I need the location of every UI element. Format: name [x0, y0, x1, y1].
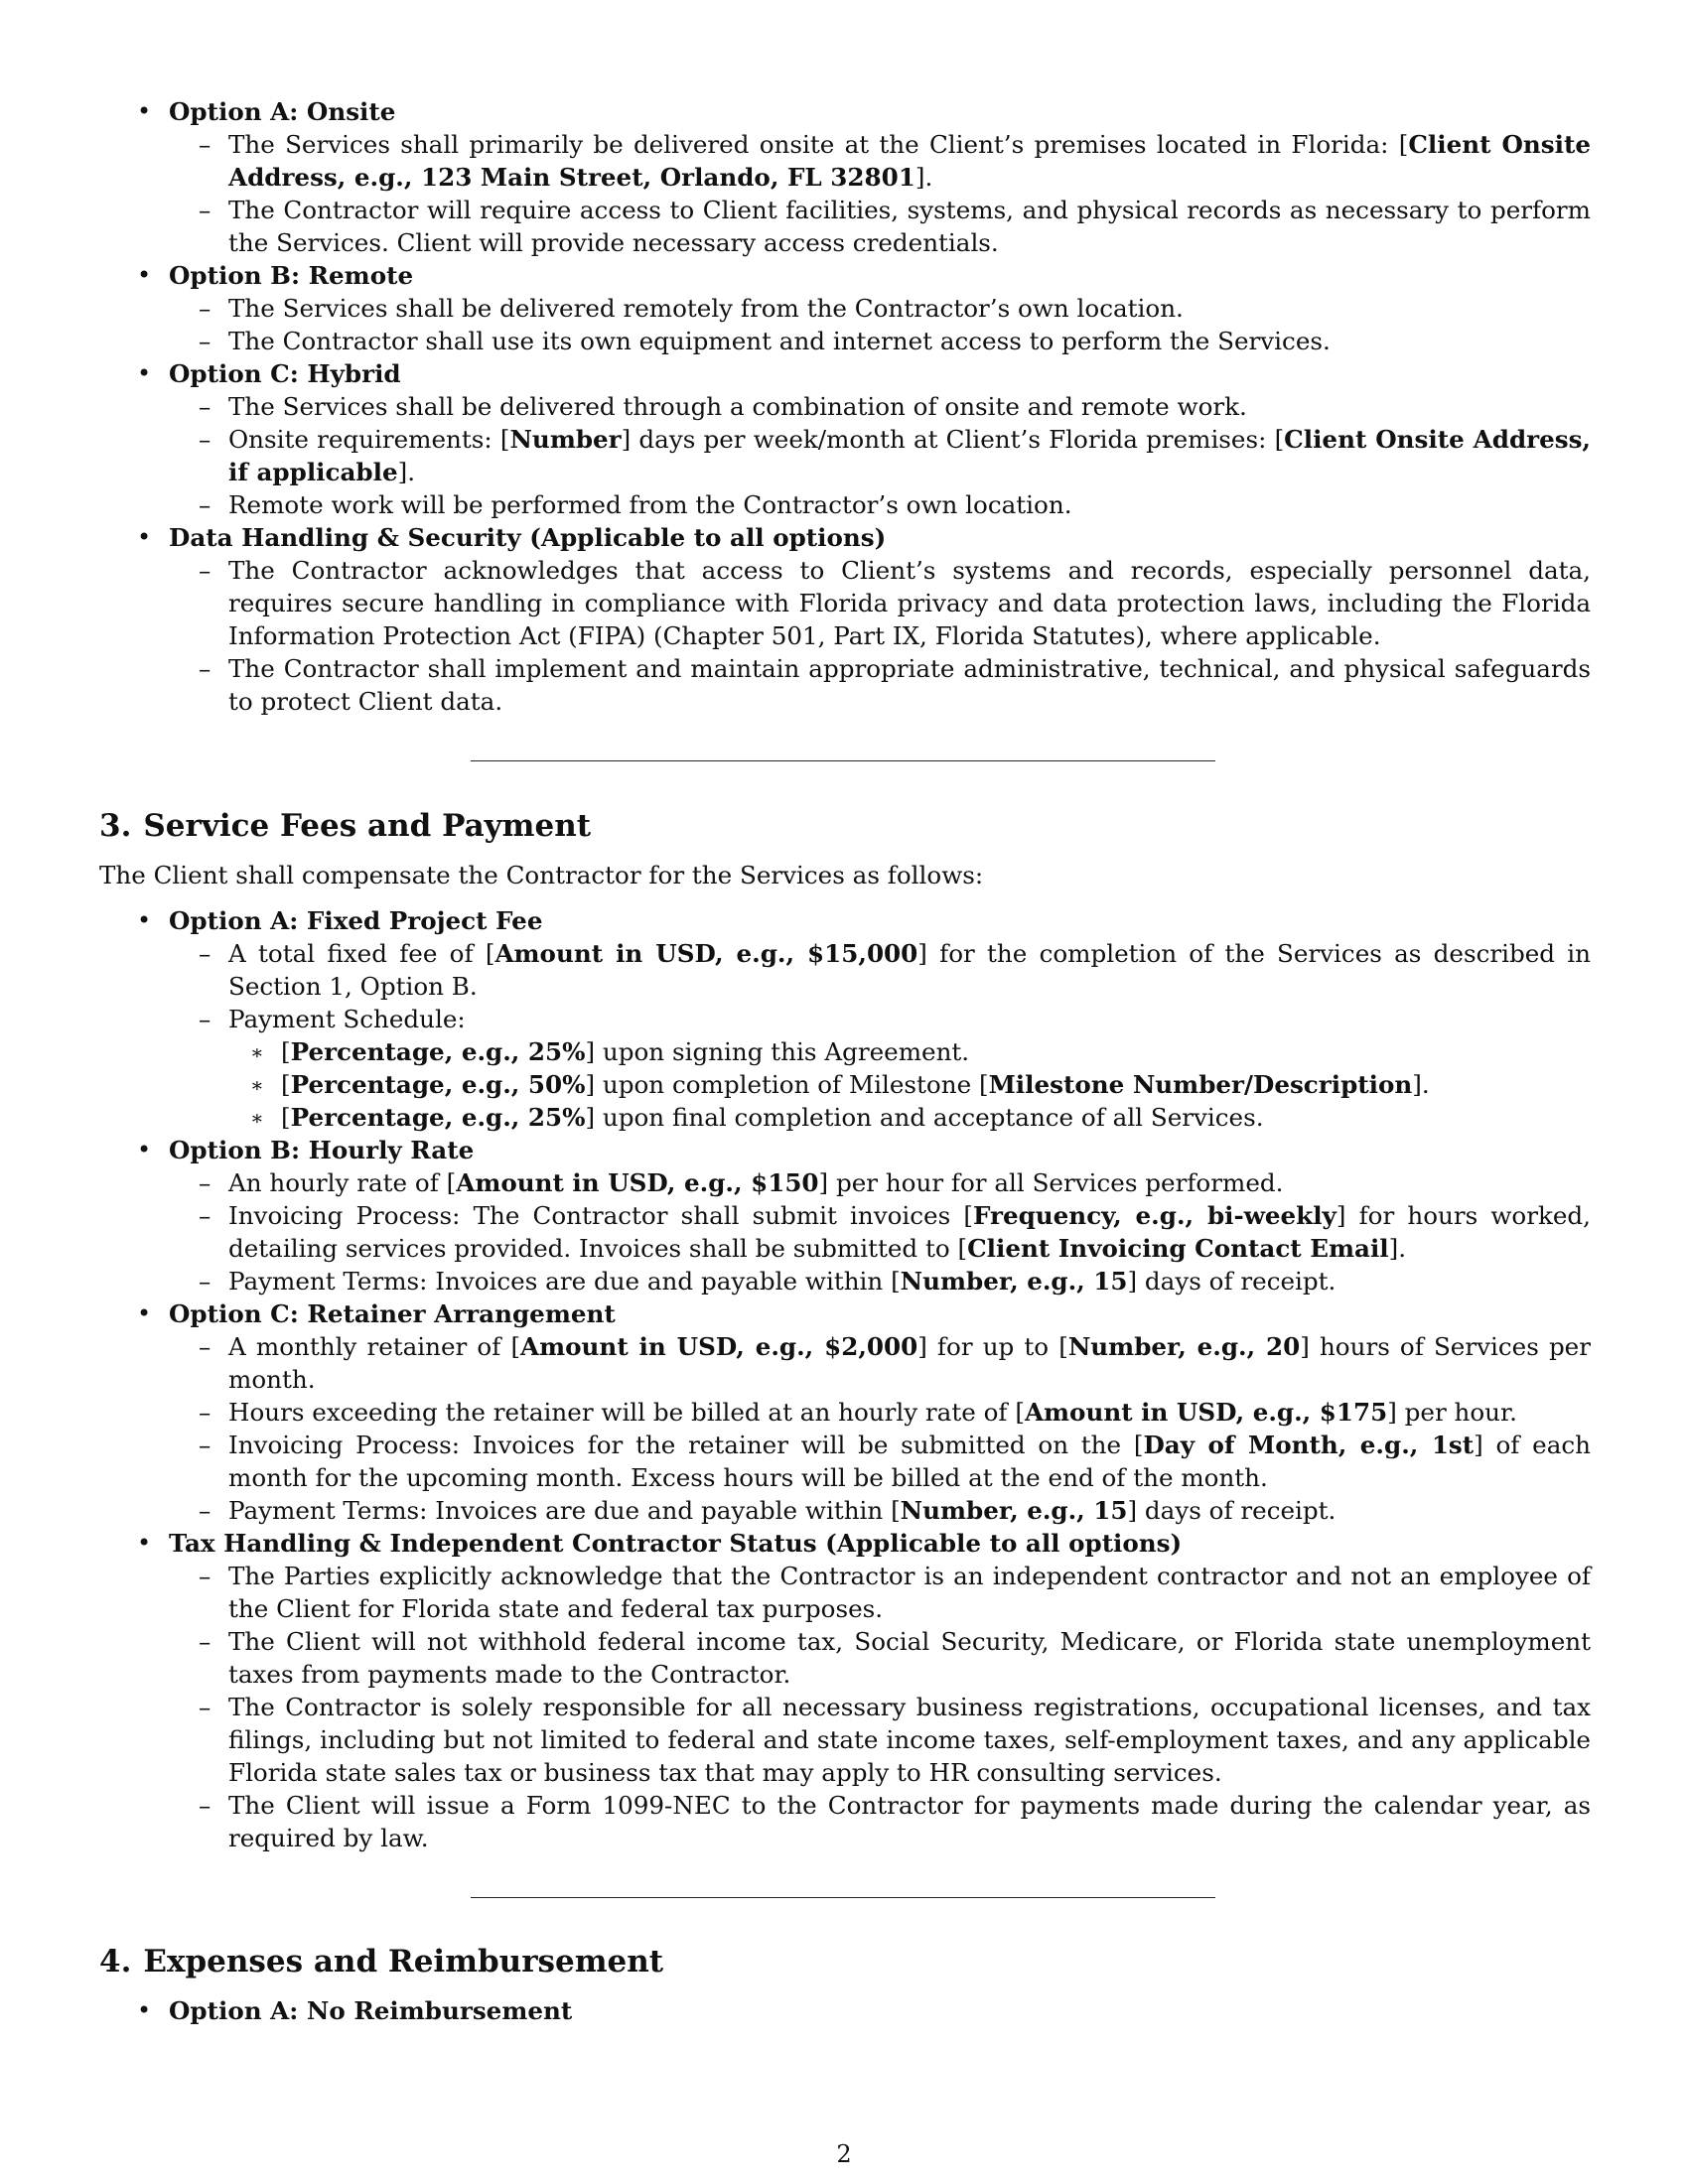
- section-title: Expenses and Reimbursement: [143, 1944, 664, 1979]
- text-run: ] upon completion of Milestone [: [585, 1070, 989, 1099]
- detail-item: [169, 652, 1591, 718]
- text-run: The Contractor will require access to Client facilities, systems, and physical records as necessary to perform the Services. Client will provide necessary access credentials.: [228, 196, 1591, 257]
- text-run: The Contractor acknowledges that access to Client’s systems and records, especially personnel data, requires secure handling in compliance with Florida privacy and data protection laws, including the Florida Information Protection Act (FIPA) (Chapter 501, Part IX, Florida Statutes), where applicable.: [228, 556, 1591, 650]
- schedule-item: [228, 1068, 1591, 1101]
- detail-item: [169, 1003, 1591, 1134]
- option-item: [99, 95, 1591, 259]
- detail-item: [169, 1396, 1591, 1429]
- page-number: 2: [836, 2140, 852, 2168]
- detail-item: [169, 1691, 1591, 1789]
- text-run: ] days of receipt.: [1127, 1496, 1336, 1525]
- option-item: [99, 357, 1591, 521]
- text-run: Payment Terms: Invoices are due and payable within [: [228, 1496, 901, 1525]
- placeholder-field: Percentage, e.g., 50%: [290, 1070, 586, 1099]
- placeholder-field: Amount in USD, e.g., $150: [456, 1168, 819, 1197]
- scope-delivery-options: [99, 95, 1591, 718]
- text-run: ] days of receipt.: [1127, 1267, 1336, 1296]
- option-title: • Option B: Hourly Rate: [169, 1136, 475, 1164]
- detail-item: [169, 1199, 1591, 1265]
- option-title: • Option C: Hybrid: [169, 359, 401, 388]
- text-run: ].: [397, 458, 416, 486]
- option-item: [99, 521, 1591, 718]
- section-number: 4.: [99, 1944, 132, 1979]
- text-run: Hours exceeding the retainer will be billed at an hourly rate of [: [228, 1398, 1025, 1427]
- placeholder-field: Client Invoicing Contact Email: [967, 1234, 1389, 1263]
- placeholder-field: Number, e.g., 20: [1067, 1332, 1301, 1361]
- detail-item: [169, 488, 1591, 521]
- payment-schedule-list: [228, 1035, 1591, 1134]
- text-run: The Services shall be delivered remotely from the Contractor’s own location.: [228, 294, 1184, 323]
- placeholder-field: Number, e.g., 15: [900, 1496, 1128, 1525]
- text-run: ] hours of Services per month.: [228, 1332, 1591, 1394]
- option-title: • Option A: No Reimbursement: [169, 1996, 573, 2025]
- section-heading: [99, 1942, 1591, 1981]
- text-run: Onsite requirements: [: [228, 425, 510, 454]
- placeholder-field: Number: [509, 425, 622, 454]
- text-run: [: [281, 1037, 291, 1066]
- section-title: Service Fees and Payment: [143, 808, 592, 844]
- schedule-item: [228, 1101, 1591, 1134]
- text-run: [: [281, 1103, 291, 1132]
- option-title: • Option C: Retainer Arrangement: [169, 1299, 616, 1328]
- text-run: ] upon final completion and acceptance of all Services.: [585, 1103, 1264, 1132]
- option-details: [169, 128, 1591, 259]
- text-run: Payment Terms: Invoices are due and payable within [: [228, 1267, 901, 1296]
- text-run: ].: [1412, 1070, 1430, 1099]
- option-title: • Option B: Remote: [169, 261, 414, 290]
- section-intro: The Client shall compensate the Contractor for the Services as follows:: [99, 861, 984, 889]
- placeholder-field: Milestone Number/Description: [988, 1070, 1413, 1099]
- detail-item: [169, 1560, 1591, 1625]
- option-details: [169, 1560, 1591, 1854]
- option-item: [99, 1134, 1591, 1297]
- detail-item: [169, 128, 1591, 194]
- detail-item: [169, 1494, 1591, 1527]
- detail-item: [169, 292, 1591, 325]
- placeholder-field: Number, e.g., 15: [900, 1267, 1128, 1296]
- fee-options: [99, 904, 1591, 1854]
- document-page: [99, 95, 1591, 2027]
- placeholder-field: Amount in USD, e.g., $2,000: [520, 1332, 918, 1361]
- detail-item: [169, 554, 1591, 652]
- text-run: [: [281, 1070, 291, 1099]
- schedule-item: [228, 1035, 1591, 1068]
- placeholder-field: Frequency, e.g., bi-weekly: [972, 1201, 1336, 1230]
- text-run: Remote work will be performed from the Contractor’s own location.: [228, 490, 1072, 519]
- text-run: ] days per week/month at Client’s Florida premises: [: [621, 425, 1285, 454]
- text-run: The Client will issue a Form 1099-NEC to the Contractor for payments made during the calendar year, as required by law.: [228, 1791, 1591, 1852]
- detail-item: [169, 1625, 1591, 1691]
- option-details: [169, 1330, 1591, 1527]
- text-run: ].: [914, 163, 933, 192]
- text-run: ] per hour for all Services performed.: [818, 1168, 1284, 1197]
- detail-item: [169, 325, 1591, 357]
- option-details: [169, 937, 1591, 1134]
- text-run: The Contractor shall implement and maintain appropriate administrative, technical, and physical safeguards to protect Client data.: [228, 654, 1591, 716]
- placeholder-field: Amount in USD, e.g., $175: [1024, 1398, 1388, 1427]
- text-run: ] upon signing this Agreement.: [585, 1037, 970, 1066]
- option-item: [99, 259, 1591, 357]
- option-item: [99, 1297, 1591, 1527]
- detail-item: [169, 390, 1591, 423]
- section-divider: [471, 760, 1215, 761]
- text-run: The Parties explicitly acknowledge that the Contractor is an independent contractor and not an employee of the Client for Florida state and federal tax purposes.: [228, 1562, 1591, 1623]
- detail-item: [169, 194, 1591, 259]
- text-run: The Services shall primarily be delivered onsite at the Client’s premises located in Florida: [: [228, 130, 1409, 159]
- detail-item: [169, 1789, 1591, 1854]
- text-run: ].: [1388, 1234, 1407, 1263]
- text-run: A total fixed fee of [: [228, 939, 495, 968]
- text-run: A monthly retainer of [: [228, 1332, 521, 1361]
- detail-item: [169, 1330, 1591, 1396]
- text-run: The Services shall be delivered through a combination of onsite and remote work.: [228, 392, 1247, 421]
- option-title: • Option A: Onsite: [169, 97, 396, 126]
- text-run: ] per hour.: [1387, 1398, 1517, 1427]
- option-details: [169, 390, 1591, 521]
- detail-item: [169, 1265, 1591, 1297]
- text-run: ] of each month for the upcoming month. Excess hours will be billed at the end of the month.: [228, 1431, 1591, 1492]
- placeholder-field: Percentage, e.g., 25%: [290, 1037, 586, 1066]
- text-run: Invoicing Process: The Contractor shall submit invoices [: [228, 1201, 973, 1230]
- expense-options: [99, 1994, 1591, 2027]
- placeholder-field: Client Onsite Address, e.g., 123 Main Street, Orlando, FL 32801: [228, 130, 1591, 192]
- section-heading: [99, 806, 1591, 846]
- text-run: The Client will not withhold federal income tax, Social Security, Medicare, or Florida state unemployment taxes from payments made to the Contractor.: [228, 1627, 1591, 1689]
- placeholder-field: Amount in USD, e.g., $15,000: [494, 939, 918, 968]
- detail-item: [169, 1166, 1591, 1199]
- text-run: Payment Schedule:: [228, 1005, 466, 1033]
- option-title: • Tax Handling & Independent Contractor Status (Applicable to all options): [169, 1529, 1183, 1558]
- text-run: The Contractor shall use its own equipment and internet access to perform the Services.: [228, 327, 1331, 355]
- option-details: [169, 1166, 1591, 1297]
- detail-item: [169, 1429, 1591, 1494]
- option-title: • Option A: Fixed Project Fee: [169, 906, 543, 935]
- text-run: ] for up to [: [917, 1332, 1068, 1361]
- option-item: [99, 904, 1591, 1134]
- option-item: [99, 1994, 1591, 2027]
- detail-item: [169, 937, 1591, 1003]
- text-run: The Contractor is solely responsible for all necessary business registrations, occupational licenses, and tax filings, including but not limited to federal and state income taxes, self-employment taxes, and any applicable Florida state sales tax or business tax that may apply to HR consulting services.: [228, 1693, 1591, 1787]
- option-details: [169, 554, 1591, 718]
- placeholder-field: Percentage, e.g., 25%: [290, 1103, 586, 1132]
- option-title: • Data Handling & Security (Applicable to all options): [169, 523, 887, 552]
- section-divider: [471, 1897, 1215, 1898]
- detail-item: [169, 423, 1591, 488]
- placeholder-field: Day of Month, e.g., 1st: [1143, 1431, 1475, 1459]
- text-run: ] for hours worked, detailing services provided. Invoices shall be submitted to [: [228, 1201, 1591, 1263]
- option-item: [99, 1527, 1591, 1854]
- text-run: An hourly rate of [: [228, 1168, 457, 1197]
- section-number: 3.: [99, 808, 132, 844]
- text-run: Invoicing Process: Invoices for the retainer will be submitted on the [: [228, 1431, 1144, 1459]
- option-details: [169, 292, 1591, 357]
- placeholder-field: Client Onsite Address, if applicable: [228, 425, 1591, 486]
- text-run: ] for the completion of the Services as described in Section 1, Option B.: [228, 939, 1591, 1001]
